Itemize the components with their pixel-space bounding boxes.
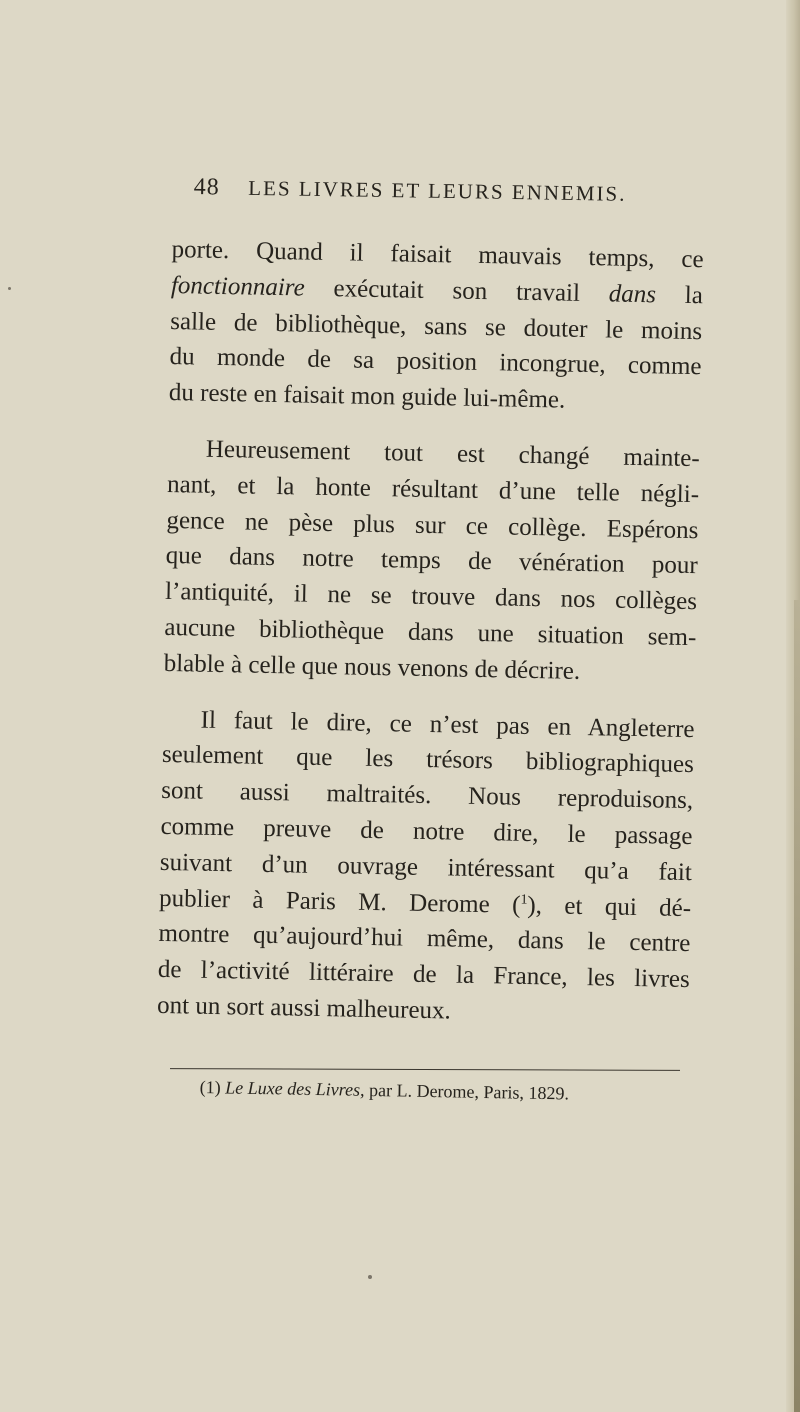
text-line: de l’activité littéraire de la France, les livres: [157, 956, 691, 994]
text-line: suivant d’un ouvrage intéressant qu’a fait: [159, 848, 693, 886]
footnote-reference[interactable]: 1: [520, 892, 528, 908]
text-line: sont aussi maltraités. Nous reproduisons,: [161, 777, 694, 815]
text-line: l’antiquité, il ne se trouve dans nos collèges: [164, 578, 698, 616]
paragraph-1: [169, 232, 704, 421]
text-line: montre qu’aujourd’hui même, dans le centre: [158, 920, 691, 958]
footnote-rule: [170, 1068, 680, 1071]
italic-word: fonctionnaire: [170, 271, 305, 302]
footnote-title: Le Luxe des Livres,: [225, 1077, 365, 1100]
paper-speck: [368, 1275, 372, 1279]
paper-speck: [8, 287, 11, 290]
footnote-marker: (1): [199, 1076, 221, 1098]
text-line: blable à celle que nous venons de décrire.: [163, 649, 581, 685]
text-line: du reste en faisait mon guide lui-même.: [168, 379, 566, 414]
text-line: salle de bibliothèque, sans se douter le moins: [170, 307, 703, 345]
page-number: 48: [193, 174, 220, 201]
running-title: LES LIVRES ET LEURS ENNEMIS.: [248, 175, 627, 206]
body-text: [157, 232, 704, 1034]
text-line: aucune bibliothèque dans une situation sem-: [164, 613, 697, 652]
text-line: publier à Paris M. Derome ($^1$), et qui dé-: [158, 884, 692, 922]
text-line: fonctionnaire exécutait son travail dans la: [170, 271, 704, 309]
italic-word: dans: [608, 280, 657, 309]
text-line: nant, et la honte résultant d’une telle négli-: [166, 470, 700, 508]
text-line: gence ne pèse plus sur ce collège. Espérons: [166, 506, 699, 544]
text-line: ont un sort aussi malheureux.: [156, 991, 452, 1025]
footnote: [200, 1074, 680, 1108]
footnote-text: par L. Derome, Paris, 1829.: [364, 1079, 570, 1104]
page-header: [194, 174, 714, 209]
text-line: seulement que les trésors bibliographiques: [161, 741, 695, 779]
text-line: que dans notre temps de vénération pour: [165, 542, 698, 580]
text-line: porte. Quand il faisait mauvais temps, ce: [171, 235, 704, 274]
paragraph-2: [163, 431, 700, 692]
text-line: Il faut le dire, ce n’est pas en Angleterre: [200, 706, 695, 743]
text-line: comme preuve de notre dire, le passage: [160, 812, 693, 851]
page-edge-shadow: [794, 600, 800, 1412]
paragraph-3: [157, 701, 695, 1033]
text-line: Heureusement tout est changé mainte-: [205, 435, 701, 473]
text-line: du monde de sa position incongrue, comme: [169, 343, 702, 381]
